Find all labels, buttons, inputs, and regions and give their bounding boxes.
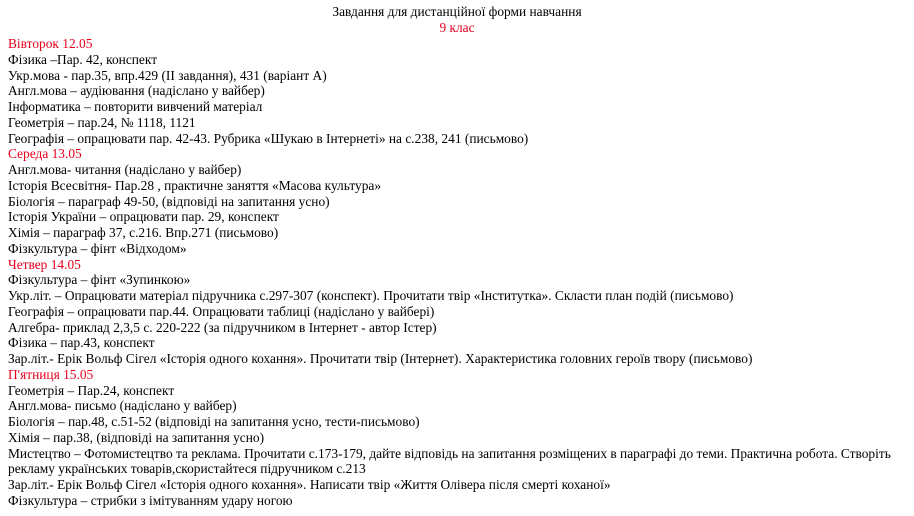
day-heading-thursday: Четвер 14.05 bbox=[8, 256, 81, 272]
task-line: Англ.мова- письмо (надіслано у вайбер) bbox=[8, 398, 237, 414]
task-line: Англ.мова- читання (надіслано у вайбер) bbox=[8, 162, 242, 177]
task-line: Біологія – пар.48, с.51-52 (відповіді на запитання усно, тести-письмово) bbox=[8, 414, 420, 429]
task-line: Алгебра- приклад 2,3,5 с. 220-222 (за підручником в Інтернет - автор Істер) bbox=[8, 319, 437, 335]
task-line: Фізика –Пар. 42, конспект bbox=[8, 51, 158, 67]
task-line: Історія України – опрацювати пар. 29, конспект bbox=[8, 209, 279, 225]
task-line: Зар.літ.- Ерік Вольф Сігел «Історія одного кохання». Написати твір «Життя Олівера після смерті коханої» bbox=[8, 477, 611, 492]
task-line: Хімія – параграф 37, с.216. Впр.271 (письмово) bbox=[8, 225, 279, 240]
task-line: Укр.літ. – Опрацювати матеріал підручника с.297-307 (конспект). Прочитати твір «Інститутка». Скласти план подій (письмово) bbox=[8, 288, 734, 303]
task-line: Геометрія – пар.24, № 1118, 1121 bbox=[8, 114, 196, 130]
schedule bbox=[8, 36, 908, 509]
task-line: Фізкультура – фінт «Відходом» bbox=[8, 240, 187, 256]
task-line: Фізика – пар.43, конспект bbox=[8, 335, 155, 351]
day-heading-friday: П'ятниця 15.05 bbox=[8, 366, 94, 382]
document-title: Завдання для дистанційної форми навчання bbox=[332, 4, 582, 19]
task-line: Укр.мова - пар.35, впр.429 (ІІ завдання), 431 (варіант А) bbox=[8, 67, 327, 83]
day-heading-wednesday: Середа 13.05 bbox=[8, 146, 82, 162]
task-line: Зар.літ.- Ерік Вольф Сігел «Історія одного кохання». Прочитати твір (Інтернет). Характеристика головних героїв твору (письмово) bbox=[8, 351, 753, 366]
task-line: Англ.мова – аудіювання (надіслано у вайбер) bbox=[8, 83, 265, 99]
task-line: Географія – опрацювати пар.44. Опрацювати таблиці (надіслано у вайбері) bbox=[8, 303, 435, 319]
day-heading-tuesday: Вівторок 12.05 bbox=[8, 36, 93, 51]
task-line: Фізкультура – стрибки з імітуванням удару ногою bbox=[8, 492, 293, 508]
task-line: Біологія – параграф 49-50, (відповіді на запитання усно) bbox=[8, 193, 330, 209]
task-line: Інформатика – повторити вивчений матеріал bbox=[8, 99, 263, 114]
task-line: Мистецтво – Фотомистецтво та реклама. Прочитати с.173-179, дайте відповідь на запитання розміщених в параграфі до теми. Практична робота. Створіть рекламу українських товарів,скористайтеся підручником с.213 bbox=[8, 445, 891, 477]
task-line: Фізкультура – фінт «Зупинкою» bbox=[8, 272, 191, 288]
grade-label: 9 клас bbox=[439, 20, 475, 35]
task-line: Географія – опрацювати пар. 42-43. Рубрика «Шукаю в Інтернеті» на с.238, 241 (письмово) bbox=[8, 130, 529, 146]
task-line: Геометрія – Пар.24, конспект bbox=[8, 382, 175, 398]
task-line: Історія Всесвітня- Пар.28 , практичне заняття «Масова культура» bbox=[8, 177, 382, 193]
task-line: Хімія – пар.38, (відповіді на запитання усно) bbox=[8, 429, 265, 445]
